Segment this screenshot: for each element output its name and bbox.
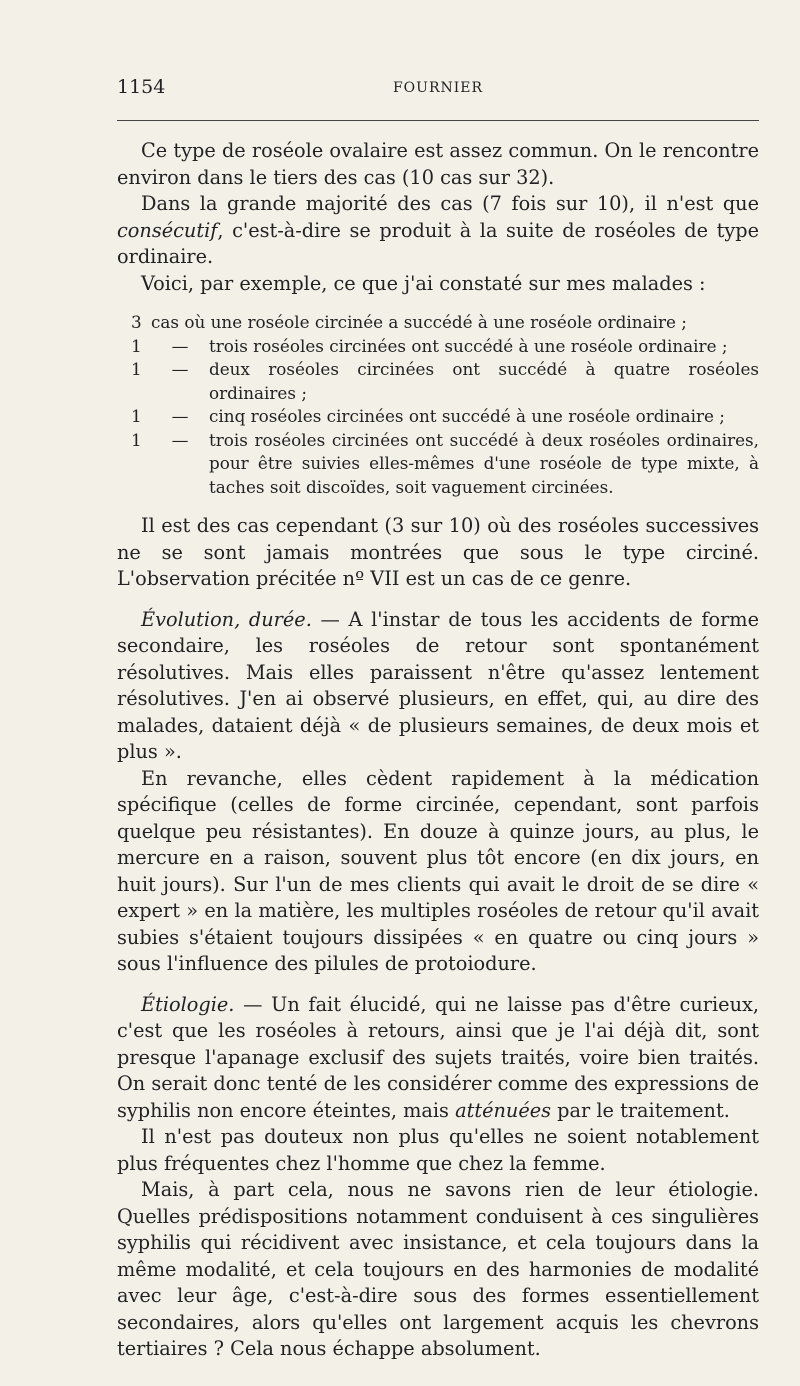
case-item: 1 — trois roséoles circinées ont succédé à une roséole ordinaire ; <box>131 335 728 356</box>
paragraph: Mais, à part cela, nous ne savons rien de leur étiologie. Quelles prédispositions notamment conduisent à ces singulières syphilis qui récidivent avec insistance, et cela toujours dans la même modalité, et cela toujours en des harmonies de modalité avec leur âge, c'est-à-dire sous des formes essentiellement secondaires, alors qu'elles ont largement acquis les chevrons tertiaires ? Cela nous échappe absolument. <box>117 1178 759 1360</box>
page-header <box>117 76 759 106</box>
section-etiologie: Étiologie. — Un fait élucidé, qui ne laisse pas d'être curieux, c'est que les roséoles à retours, ainsi que je l'ai déjà dit, sont presque l'apanage exclusif des sujets traités, voire bien traités. On serait donc tenté de les considérer comme des expressions de syphilis non encore éteintes, mais atténuées par le traitement. <box>117 992 759 1122</box>
case-item: 1 — cinq roséoles circinées ont succédé à une roséole ordinaire ; <box>131 406 725 426</box>
case-item: 1 — trois roséoles circinées ont succédé à deux roséoles ordinaires, pour être suivies elles-mêmes d'une roséole de type mixte, à taches soit discoïdes, soit vaguement circinées. <box>131 429 759 497</box>
paragraph: Il n'est pas douteux non plus qu'elles ne soient notablement plus fréquentes chez l'homme que chez la femme. <box>117 1125 759 1175</box>
case-list <box>131 311 759 499</box>
paragraph: Il est des cas cependant (3 sur 10) où des roséoles successives ne se sont jamais montrées que sous le type circiné. L'observation précitée nº VII est un cas de ce genre. <box>117 514 759 590</box>
paragraph: Ce type de roséole ovalaire est assez commun. On le rencontre environ dans le tiers des cas (10 cas sur 32). <box>117 139 759 189</box>
page-number: 1154 <box>117 76 166 98</box>
case-item: 3 cas où une roséole circinée a succédé à une roséole ordinaire ; <box>131 312 687 332</box>
section-heading: Évolution, durée. <box>141 607 312 631</box>
section-heading: Étiologie. <box>141 992 235 1016</box>
case-item: 1 — deux roséoles circinées ont succédé à quatre roséoles ordinaires ; <box>131 359 759 403</box>
paragraph: Dans la grande majorité des cas (7 fois sur 10), il n'est que consécutif, c'est-à-dire se produit à la suite de roséoles de type ordinaire. <box>117 192 759 268</box>
paragraph: Voici, par exemple, ce que j'ai constaté sur mes malades : <box>141 271 706 295</box>
body-text <box>117 138 759 1363</box>
section-evolution: Évolution, durée. — A l'instar de tous les accidents de forme secondaire, les roséoles de retour sont spontanément résolutives. Mais elles paraissent n'être qu'assez lentement résolutives. J'en ai observé plusieurs, en effet, qui, au dire des malades, dataient déjà « de plusieurs semaines, de deux mois et plus ». <box>117 607 759 763</box>
paragraph: En revanche, elles cèdent rapidement à la médication spécifique (celles de forme circinée, cependant, sont parfois quelque peu résistantes). En douze à quinze jours, au plus, le mercure en a raison, souvent plus tôt encore (en dix jours, en huit jours). Sur l'un de mes clients qui avait le droit de se dire « expert » en la matière, les multiples roséoles de retour qu'il avait subies s'étaient toujours dissipées « en quatre ou cinq jours » sous l'influence des pilules de protoiodure. <box>117 766 759 975</box>
header-rule <box>117 120 759 121</box>
running-head: FOURNIER <box>392 80 484 96</box>
